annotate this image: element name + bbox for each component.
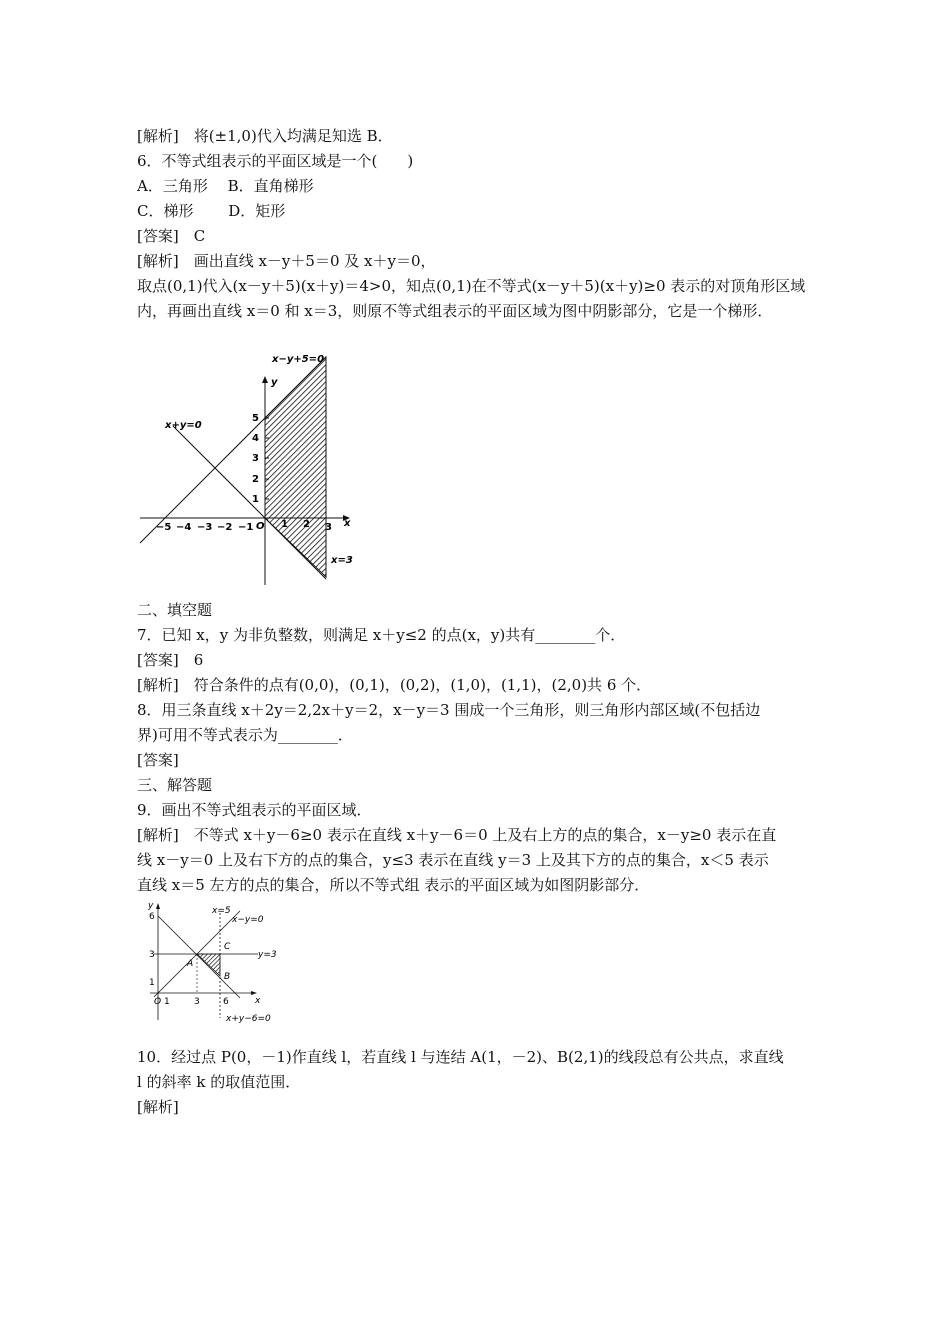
- q6-xtick: −1: [238, 522, 254, 533]
- q9-figure: [140, 898, 285, 1023]
- section2-title: 二、填空题: [137, 601, 213, 619]
- q9-analysis-1: [解析] 不等式 x＋y－6≥0 表示在直线 x＋y－6＝0 上及右上方的点的集合，x－y≥0 表示在直: [137, 826, 777, 844]
- q6-options-ab: A．三角形 B．直角梯形: [137, 177, 314, 195]
- q7-answer: [答案] 6: [137, 651, 204, 669]
- q9-ytick: 3: [149, 950, 155, 960]
- q8-stem-1: 8．用三条直线 x＋2y＝2,2x＋y＝2，x－y＝3 围成一个三角形，则三角形内部区域(不包括边: [137, 701, 761, 719]
- q6-xtick: −2: [217, 522, 233, 533]
- q9-ytick: 6: [149, 912, 155, 922]
- q6-analysis-1: [解析] 画出直线 x－y＋5＝0 及 x＋y＝0，: [137, 252, 436, 270]
- q9-x-axis-label: x: [255, 996, 261, 1006]
- q9-label-xy0: x−y=0: [232, 915, 264, 925]
- q6-ytick: 4: [252, 433, 259, 444]
- q6-ytick: 3: [252, 453, 259, 464]
- q9-point-c: C: [224, 942, 231, 952]
- section3-title: 三、解答题: [137, 776, 213, 794]
- q6-ytick: 5: [252, 413, 259, 424]
- q10-stem-2: l 的斜率 k 的取值范围．: [137, 1073, 301, 1091]
- q6-label-line1: x−y+5=0: [272, 354, 325, 365]
- q6-xtick: −4: [176, 522, 192, 533]
- q9-label-y3: y=3: [258, 950, 277, 960]
- q10-analysis: [解析]: [137, 1098, 179, 1116]
- q6-xtick: −5: [156, 522, 172, 533]
- q9-point-a: A: [187, 959, 194, 969]
- q6-xtick: 2: [303, 519, 310, 530]
- q6-ytick: 2: [252, 474, 259, 485]
- q8-stem-2: 界)可用不等式表示为________．: [137, 726, 353, 744]
- q6-origin-label: O: [256, 521, 265, 532]
- q9-analysis-2: 线 x－y＝0 上及右下方的点的集合，y≤3 表示在直线 y＝3 上及其下方的点的集合，x＜5 表示: [137, 851, 769, 869]
- q10-stem-1: 10．经过点 P(0，－1)作直线 l，若直线 l 与连结 A(1，－2)、B(2,1)的线段总有公共点，求直线: [137, 1048, 784, 1066]
- q9-origin-label: O: [154, 997, 162, 1007]
- q9-ytick: 1: [149, 978, 155, 988]
- q6-x-axis-label: x: [344, 518, 351, 529]
- q9-point-b: B: [224, 972, 231, 982]
- q6-stem: 6．不等式组表示的平面区域是一个( ): [137, 152, 414, 170]
- q9-line-x-plus-y-6: [158, 916, 240, 998]
- q9-xtick: 1: [164, 997, 170, 1007]
- q9-xtick: 6: [223, 997, 229, 1007]
- q9-xtick: 3: [194, 997, 200, 1007]
- q9-label-xy6: x+y−6=0: [226, 1014, 271, 1023]
- q6-analysis-3: 内，再画出直线 x＝0 和 x＝3，则原不等式组表示的平面区域为图中阴影部分，它是一个梯形．: [137, 302, 773, 320]
- q6-ytick: 1: [252, 494, 259, 505]
- q6-xtick: −3: [197, 522, 213, 533]
- q9-label-x5: x=5: [212, 906, 231, 916]
- q7-analysis: [解析] 符合条件的点有(0,0)，(0,1)，(0,2)，(1,0)，(1,1)，(2,0)共 6 个．: [137, 676, 652, 694]
- q9-shaded-region: [197, 954, 220, 976]
- q6-xtick: 1: [281, 519, 288, 530]
- q6-label-line3: x=3: [331, 555, 353, 566]
- q6-figure: [135, 340, 365, 590]
- q6-y-axis-label: y: [271, 377, 278, 388]
- q9-stem: 9．画出不等式组表示的平面区域．: [137, 801, 372, 819]
- q9-y-arrow-icon: [156, 903, 160, 909]
- q5-analysis: [解析] 将(±1,0)代入均满足知选 B．: [137, 127, 393, 145]
- q7-stem: 7．已知 x，y 为非负整数，则满足 x＋y≤2 的点(x，y)共有________个．: [137, 626, 626, 644]
- q9-y-axis-label: y: [148, 901, 154, 911]
- q6-y-arrow-icon: [262, 376, 268, 383]
- q8-answer: [答案]: [137, 751, 179, 769]
- q9-x-arrow-icon: [251, 991, 257, 995]
- q6-answer: [答案] C: [137, 227, 206, 245]
- q6-analysis-2: 取点(0,1)代入(x－y＋5)(x＋y)＝4>0，知点(0,1)在不等式(x－y＋5)(x＋y)≥0 表示的对顶角形区域: [137, 277, 806, 295]
- q9-analysis-3: 直线 x＝5 左方的点的集合，所以不等式组 表示的平面区域为如图阴影部分．: [137, 876, 650, 894]
- q6-label-line2: x+y=0: [165, 420, 202, 431]
- q6-shaded-region: [265, 357, 326, 577]
- q6-options-cd: C．梯形 D．矩形: [137, 202, 286, 220]
- q6-xtick: 3: [325, 522, 332, 533]
